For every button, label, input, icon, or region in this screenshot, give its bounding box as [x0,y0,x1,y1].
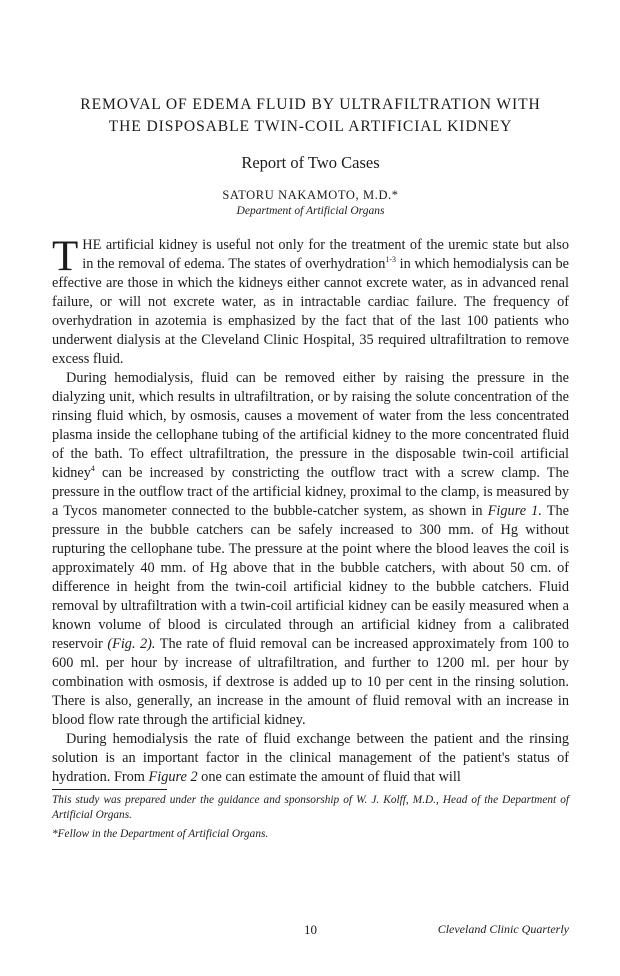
article-title [52,94,569,138]
paragraph-2-text-b: can be increased by constricting the outflow tract with a screw clamp. The pressure in the outflow tract of the artificial kidney, proximal to the clamp, is measured by a Tycos manometer connected to the bubble-catcher system, as shown in [52,465,569,519]
footnote-divider [52,789,167,790]
citation-superscript: 4 [90,464,95,473]
journal-name: Cleveland Clinic Quarterly [437,922,569,936]
author-affiliation: Department of Artificial Organs [236,205,385,217]
paragraph-1-text-a: HE artificial kidney is useful not only for the treatment of the uremic state but also in the removal of edema. The states of overhydration [82,237,569,272]
drop-cap: T [52,233,79,280]
article-subtitle: Report of Two Cases [241,153,380,172]
figure-1-reference: Figure 1. [487,503,542,519]
paragraph-3 [52,730,569,787]
paragraph-3-text-b: one can estimate the amount of fluid that will [197,769,461,785]
article-body [52,233,570,787]
figure-2-reference: (Fig. 2). [107,636,156,652]
paragraph-1 [52,233,570,369]
footnotes [52,793,569,842]
paragraph-2-text-c: The pressure in the bubble catchers can be safely increased to 300 mm. of Hg without rupturing the cellophane tube. The pressure at the point where the blood leaves the coil is approximately 40 mm. of Hg above that in the bubble catchers, with about 50 cm. of difference in height from the twin-coil artificial kidney to the bubble catchers. Fluid removal by ultrafiltration with a twin-coil artificial kidney can be easily measured when a known volume of blood is circulated through an artificial kidney from a calibrated reservoir [52,503,569,652]
footnote-author: *Fellow in the Department of Artificial Organs. [52,828,269,840]
paragraph-2 [52,369,569,730]
footnote-sponsorship: This study was prepared under the guidance and sponsorship of W. J. Kolff, M.D., Head of the Department of Artificial Organs. [52,794,569,821]
page-footer [52,922,569,940]
paragraph-2-text-d: The rate of fluid removal can be increased approximately from 100 to 600 ml. per hour by increase of ultrafiltration, and further to 1200 ml. per hour by combination with osmosis, if dextrose is added up to 10 per cent in the rinsing solution. There is also, generally, an increase in the amount of fluid removal with an increase in blood flow rate through the artificial kidney. [52,636,569,728]
paragraph-1-text-b: in which hemodialysis can be effective are those in which the kidneys either cannot excrete water, as in advanced renal failure, or will not excrete water, as in intractable cardiac failure. The frequency of overhydration in azotemia is emphasized by the fact that of the last 100 patients who underwent dialysis at the Cleveland Clinic Hospital, 35 required ultrafiltration to remove excess fluid. [52,256,570,367]
title-line-1: REMOVAL OF EDEMA FLUID BY ULTRAFILTRATION WITH [80,96,541,113]
citation-superscript: 1-3 [385,255,397,264]
article-page [52,0,569,842]
author-name: SATORU NAKAMOTO, M.D.* [222,188,399,202]
paragraph-3-text-a: During hemodialysis the rate of fluid exchange between the patient and the rinsing solution is an important factor in the clinical management of the patient's status of hydration. From [52,731,569,785]
title-line-2: THE DISPOSABLE TWIN-COIL ARTIFICIAL KIDNEY [108,118,513,135]
page-number: 10 [304,922,317,937]
figure-2-reference: Figure 2 [148,769,198,785]
paragraph-2-text-a: During hemodialysis, fluid can be removed either by raising the pressure in the dialyzing unit, which results in ultrafiltration, or by raising the solute concentration of the rinsing fluid which, by osmosis, causes a movement of water from the less concentrated plasma inside the cellophane tubing of the artificial kidney to the more concentrated fluid of the bath. To effect ultrafiltration, the pressure in the disposable twin-coil artificial kidney [52,370,569,481]
